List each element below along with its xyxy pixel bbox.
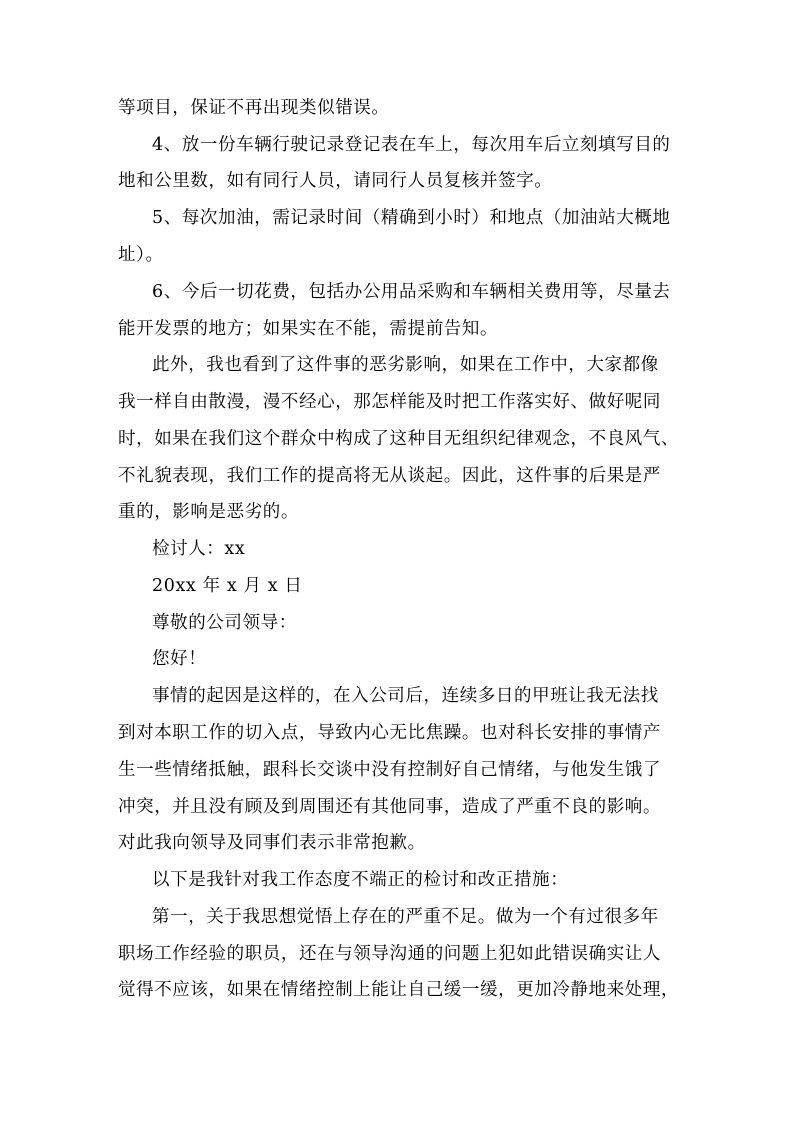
text-line: 4、放一份车辆行驶记录登记表在车上，每次用车后立刻填写目的 (152, 135, 671, 155)
text-line: 址）。 (118, 245, 164, 265)
text-line: 我一样自由散漫，漫不经心，那怎样能及时把工作落实好、做好呢同 (118, 392, 661, 412)
text-line: 生一些情绪抵触，跟科长交谈中没有控制好自己情绪，与他发生饿了 (118, 760, 661, 780)
text-line: 地和公里数，如有同行人员，请同行人员复核并签字。 (118, 171, 553, 191)
text-line: 此外，我也看到了这件事的恶劣影响，如果在工作中，大家都像 (152, 355, 659, 375)
text-line: 以下是我针对我工作态度不端正的检讨和改正措施： (152, 870, 569, 890)
text-line: 5、每次加油，需记录时间（精确到小时）和地点（加油站大概地 (152, 208, 671, 228)
text-line: 职场工作经验的职员，还在与领导沟通的问题上犯如此错误确实让人 (118, 944, 661, 964)
text-line: 等项目，保证不再出现类似错误。 (118, 98, 390, 118)
text-line: 能开发票的地方；如果实在不能，需提前告知。 (118, 319, 499, 339)
signature-line: 检讨人：xx (152, 539, 246, 559)
text-line: 对此我向领导及同事们表示非常抱歉。 (118, 833, 426, 853)
text-line: 冲突，并且没有顾及到周围还有其他同事，造成了严重不良的影响。 (118, 797, 661, 817)
greeting-line: 您好！ (152, 649, 207, 669)
text-line: 事情的起因是这样的，在入公司后，连续多日的甲班让我无法找 (152, 686, 659, 706)
date-line: 20xx 年 x 月 x 日 (152, 576, 303, 596)
text-line: 到对本职工作的切入点，导致内心无比焦躁。也对科长安排的事情产 (118, 723, 661, 743)
text-line: 重的，影响是恶劣的。 (118, 502, 299, 522)
salutation-line: 尊敬的公司领导： (152, 613, 297, 633)
text-line: 6、今后一切花费，包括办公用品采购和车辆相关费用等，尽量去 (152, 282, 671, 302)
text-line: 第一，关于我思想觉悟上存在的严重不足。做为一个有过很多年 (152, 907, 659, 927)
text-line: 觉得不应该，如果在情绪控制上能让自己缓一缓，更加冷静地来处理， (118, 980, 680, 1000)
text-line: 不礼貌表现，我们工作的提高将无从谈起。因此，这件事的后果是严 (118, 466, 661, 486)
text-line: 时，如果在我们这个群众中构成了这种目无组织纪律观念，不良风气、 (118, 429, 680, 449)
